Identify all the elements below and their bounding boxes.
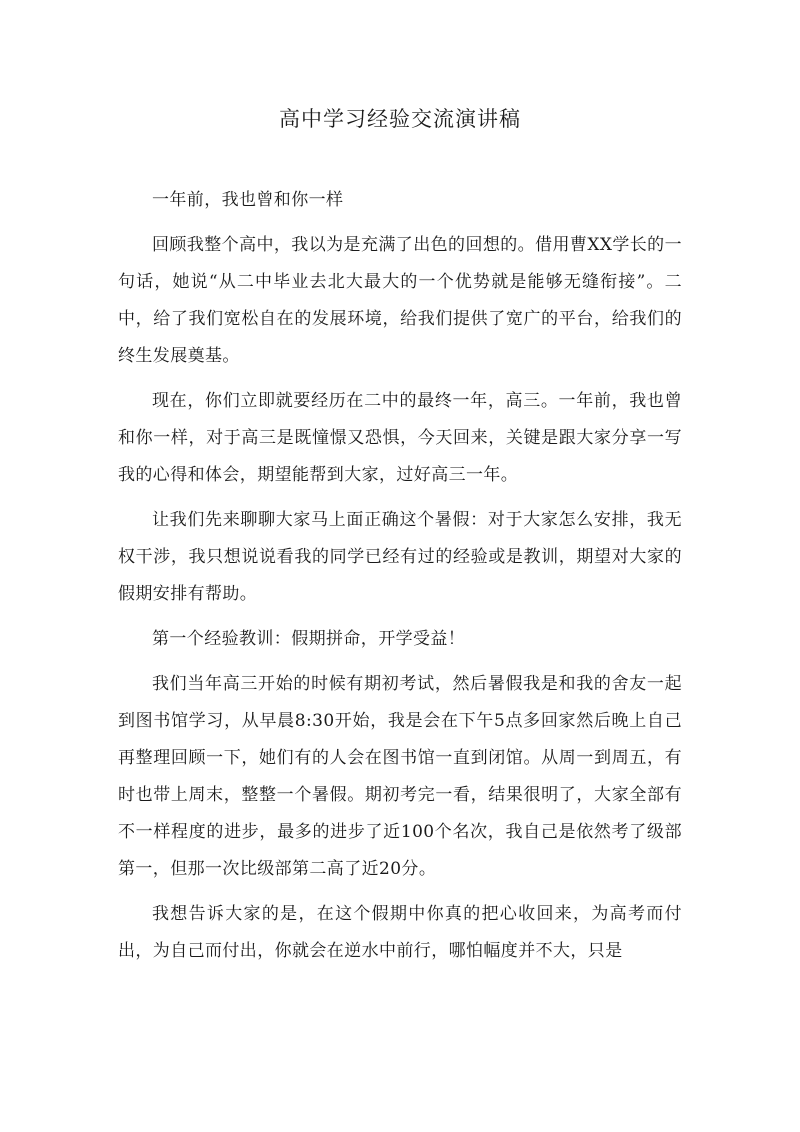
- paragraph: 让我们先来聊聊大家马上面正确这个暑假：对于大家怎么安排，我无权干涉，我只想说说看我的同学已经有过的经验或是教训，期望对大家的假期安排有帮助。: [118, 510, 682, 604]
- paragraph: 我们当年高三开始的时候有期初考试，然后暑假我是和我的舍友一起到图书馆学习，从早晨8:30开始，我是会在下午5点多回家然后晚上自己再整理回顾一下，她们有的人会在图书馆一直到闭馆。从周一到周五，有时也带上周末，整整一个暑假。期初考完一看，结果很明了，大家全部有不一样程度的进步，最多的进步了近100个名次，我自己是依然考了级部第一，但那一次比级部第二高了近20分。: [118, 674, 682, 879]
- paragraph: 第一个经验教训：假期拼命，开学受益！: [152, 629, 466, 649]
- paragraph: 现在，你们立即就要经历在二中的最终一年，高三。一年前，我也曾和你一样，对于高三是既憧憬又恐惧，今天回来，关键是跟大家分享一写我的心得和体会，期望能帮到大家，过好高三一年。: [118, 391, 682, 485]
- document-body: [118, 182, 682, 978]
- paragraph: 回顾我整个高中，我以为是充满了出色的回想的。借用曹XX学长的一句话，她说“从二中毕业去北大最大的一个优势就是能够无缝衔接”。二中，给了我们宽松自在的发展环境，给我们提供了宽广的平台，给我们的终生发展奠基。: [118, 235, 682, 366]
- paragraph: 一年前，我也曾和你一样: [152, 190, 344, 210]
- paragraph: 我想告诉大家的是，在这个假期中你真的把心收回来，为高考而付出，为自己而付出，你就会在逆水中前行，哪怕幅度并不大，只是: [118, 904, 682, 961]
- document-title: 高中学习经验交流演讲稿: [279, 107, 521, 131]
